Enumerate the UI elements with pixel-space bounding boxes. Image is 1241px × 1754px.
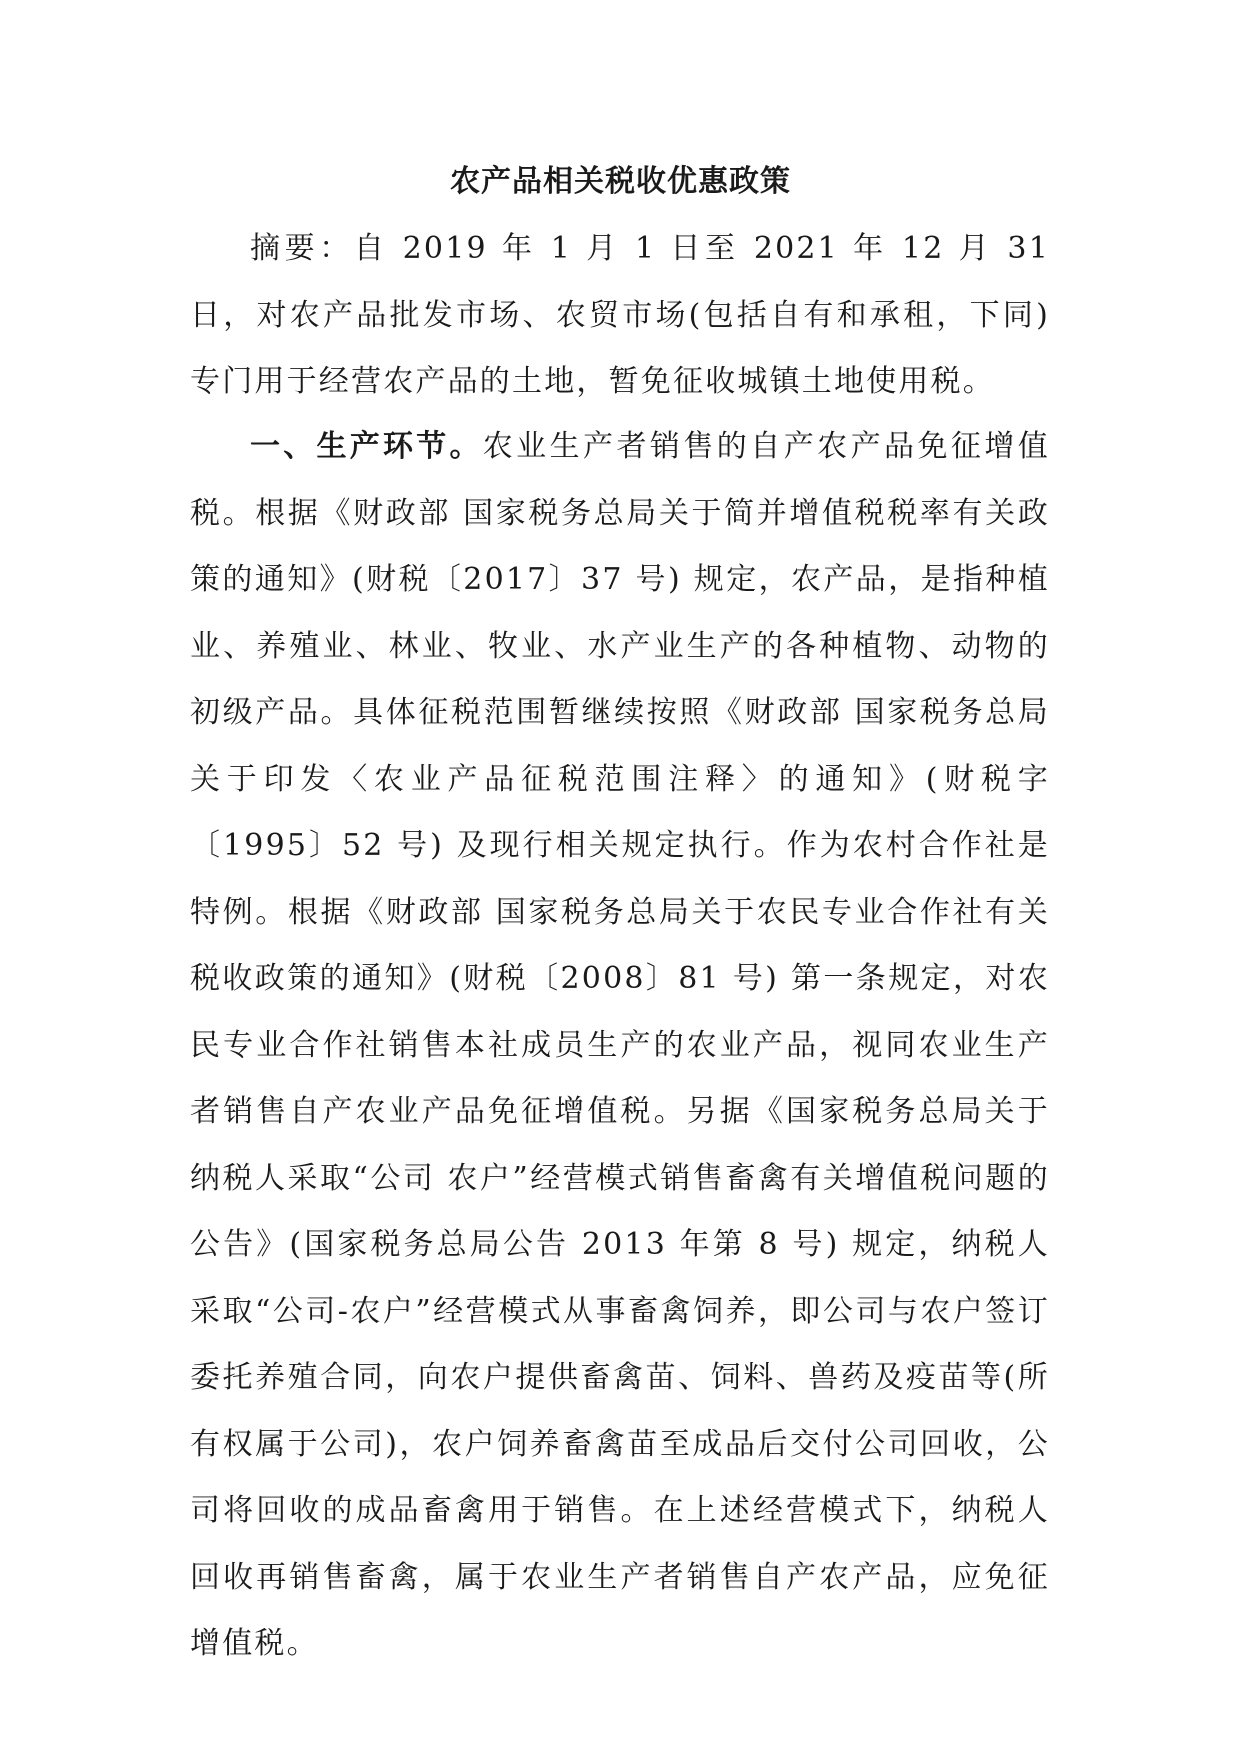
section-1-paragraph xyxy=(190,414,1050,1678)
section-1-heading: 一、生产环节。 xyxy=(250,429,483,464)
abstract-paragraph: 摘要：自 2019 年 1 月 1 日至 2021 年 12 月 31 日，对农产品批发市场、农贸市场(包括自有和承租，下同) 专门用于经营农产品的土地，暂免征收城镇土地使用税。 xyxy=(190,231,1050,399)
document-title: 农产品相关税收优惠政策 xyxy=(450,164,791,199)
section-1-body: 农业生产者销售的自产农产品免征增值税。根据《财政部 国家税务总局关于简并增值税税率有关政策的通知》(财税〔2017〕37 号) 规定，农产品，是指种植业、养殖业、林业、牧业、水产业生产的各种植物、动物的初级产品。具体征税范围暂继续按照《财政部 国家税务总局关于印发〈农业产品征税范围注释〉的通知》(财税字〔1995〕52 号) 及现行相关规定执行。作为农村合作社是特例。根据《财政部 国家税务总局关于农民专业合作社有关税收政策的通知》(财税〔2008〕81 号) 第一条规定，对农民专业合作社销售本社成员生产的农业产品，视同农业生产者销售自产农业产品免征增值税。另据《国家税务总局关于纳税人采取“公司 农户”经营模式销售畜禽有关增值税问题的公告》(国家税务总局公告 2013 年第 8 号) 规定，纳税人采取“公司-农户”经营模式从事畜禽饲养，即公司与农户签订委托养殖合同，向农户提供畜禽苗、饲料、兽药及疫苗等(所有权属于公司)，农户饲养畜禽苗至成品后交付公司回收，公司将回收的成品畜禽用于销售。在上述经营模式下，纳税人回收再销售畜禽，属于农业生产者销售自产农产品，应免征增值税。 xyxy=(190,429,1050,1661)
